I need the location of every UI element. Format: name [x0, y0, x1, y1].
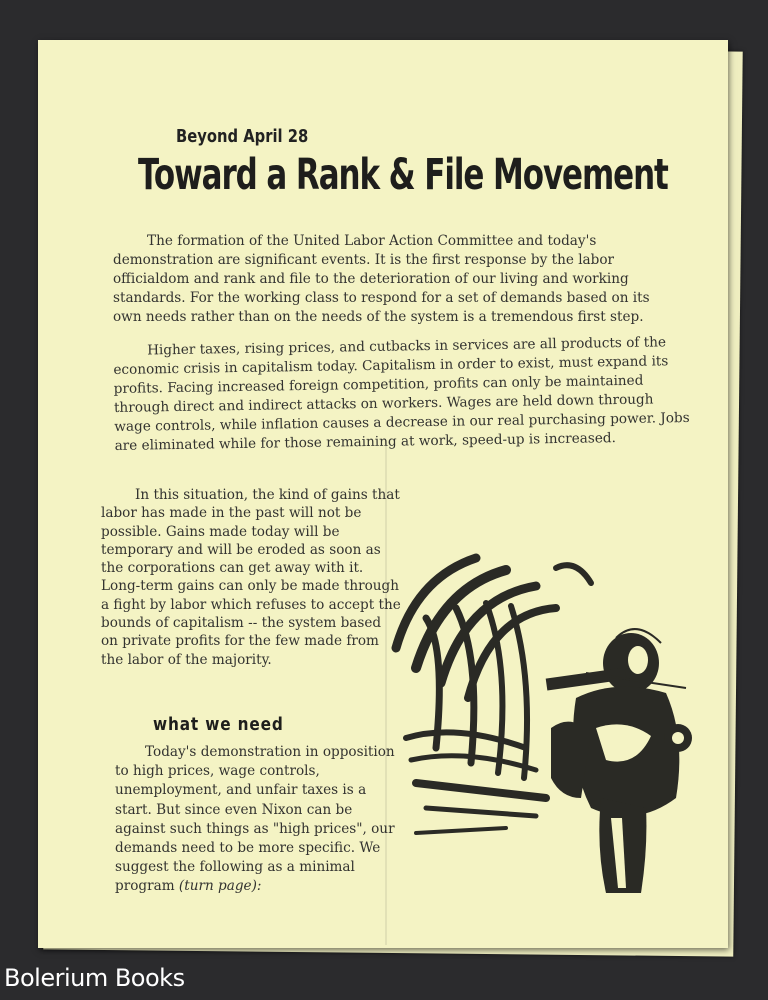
paragraph-4-text: Today's demonstration in opposition to high prices, wage controls, unemployment, and unfair taxes is a start. But since even Nixon can be against such things as "high prices", our demands need to be more specific. We suggest the following as a minimal program	[115, 744, 395, 895]
paragraph-3: In this situation, the kind of gains that labor has made in the past will not be possible. Gains made today will be temporary and will be eroded as soon as the corporations can get away with it. Long-term gains can only be made through a fight by labor which refuses to accept the bounds of capitalism -- the system based on private profits for the few made from the labor of the majority.	[101, 487, 401, 668]
paragraph-1: The formation of the United Labor Action Committee and today's demonstration are significant events. It is the first response by the labor officialdom and rank and file to the deterioration of our living and working standards. For the working class to respond for a set of demands based on its own needs rather than on the needs of the system is a tremendous first step.	[113, 233, 650, 325]
kicker: Beyond April 28	[176, 126, 309, 147]
turn-page-note: (turn page):	[178, 878, 262, 895]
leaflet-page	[38, 40, 728, 948]
section-heading: what we need	[153, 714, 284, 735]
paragraph-2: Higher taxes, rising prices, and cutbacks in services are all products of the economic crisis in capitalism today. Capitalism in order to exist, must expand its profits. Facing increased foreign competition, profits can only be maintained through direct and indirect attacks on workers. Wages are held down through wage controls, while inflation causes a decrease in our real purchasing power. Jobs are eliminated while for those remaining at work, speed-up is increased.	[113, 334, 690, 454]
headline: Toward a Rank & File Movement	[138, 150, 668, 200]
bookseller-watermark: Bolerium Books	[4, 964, 185, 992]
worker-woodcut-illustration	[386, 498, 706, 898]
paragraph-4	[115, 743, 395, 897]
